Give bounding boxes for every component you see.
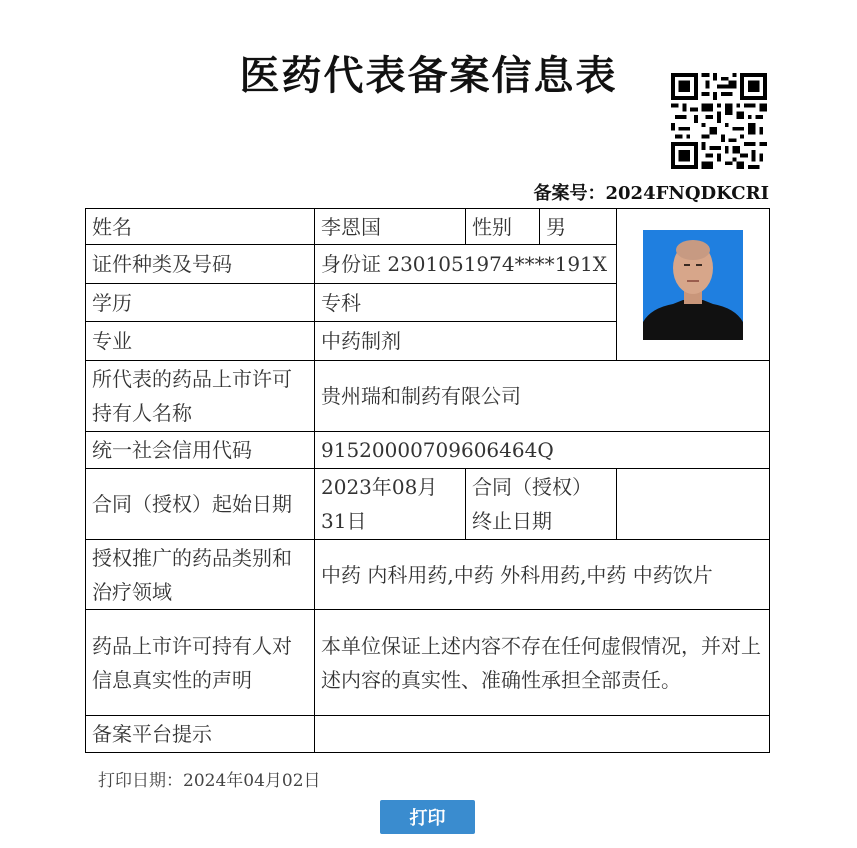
value-platform-tip (315, 716, 770, 753)
label-id-type: 证件种类及号码 (86, 245, 315, 284)
label-declaration: 药品上市许可持有人对信息真实性的声明 (86, 610, 315, 716)
photo-cell (617, 209, 770, 361)
print-date: 打印日期：2024年04月02日 (98, 771, 321, 791)
label-holder-name: 所代表的药品上市许可持有人名称 (86, 361, 315, 432)
print-button[interactable]: 打印 (380, 800, 475, 834)
page-title: 医药代表备案信息表 (239, 52, 618, 99)
value-declaration: 本单位保证上述内容不存在任何虚假情况，并对上述内容的真实性、准确性承担全部责任。 (315, 610, 770, 716)
label-name: 姓名 (86, 209, 315, 245)
label-contract-start: 合同（授权）起始日期 (86, 469, 315, 540)
value-auth-scope: 中药 内科用药,中药 外科用药,中药 中药饮片 (315, 540, 770, 610)
value-major: 中药制剂 (315, 322, 617, 361)
value-contract-start: 2023年08月31日 (315, 469, 466, 540)
label-credit-code: 统一社会信用代码 (86, 432, 315, 469)
qr-code-icon (671, 73, 767, 169)
label-auth-scope: 授权推广的药品类别和治疗领域 (86, 540, 315, 610)
value-credit-code: 91520000709606464Q (315, 432, 770, 469)
value-contract-end (617, 469, 770, 540)
info-table (85, 208, 770, 753)
label-gender: 性别 (466, 209, 540, 245)
value-gender: 男 (540, 209, 617, 245)
value-name: 李恩国 (315, 209, 466, 245)
label-major: 专业 (86, 322, 315, 361)
record-number: 备案号：2024FNQDKCRI (533, 183, 769, 204)
value-education: 专科 (315, 284, 617, 322)
avatar-photo (643, 230, 743, 340)
label-contract-end: 合同（授权）终止日期 (466, 469, 617, 540)
label-platform-tip: 备案平台提示 (86, 716, 315, 753)
value-holder-name: 贵州瑞和制药有限公司 (315, 361, 770, 432)
label-education: 学历 (86, 284, 315, 322)
value-id: 身份证 2301051974****191X (315, 245, 617, 284)
